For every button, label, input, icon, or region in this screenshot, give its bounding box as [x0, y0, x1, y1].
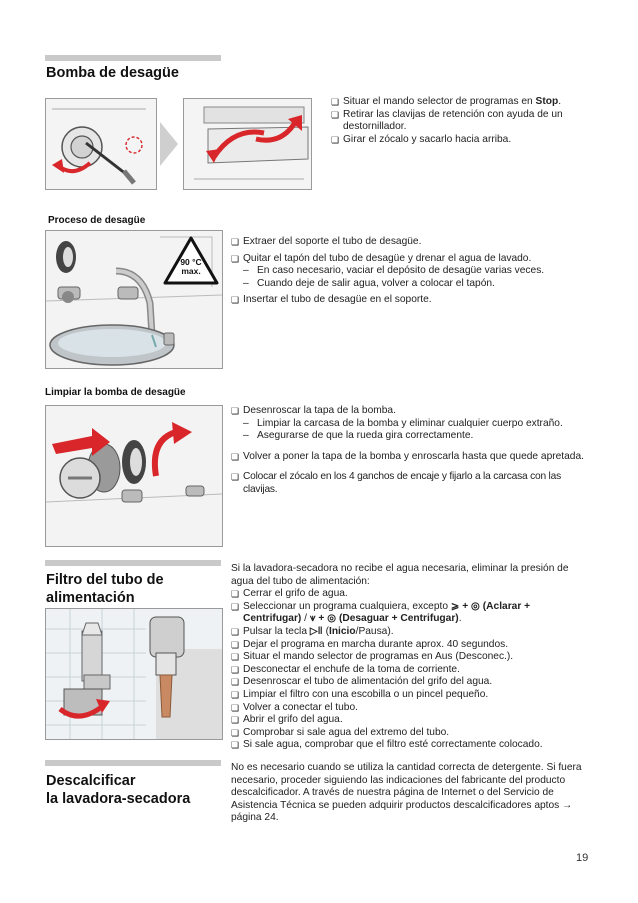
rinse-icon: ⩾ — [450, 600, 460, 612]
subsection-title-proceso: Proceso de desagüe — [48, 215, 146, 226]
section-divider — [45, 55, 221, 61]
list-item: ❏ Quitar el tapón del tubo de desagüe y drenar el agua de lavado. — [231, 253, 589, 266]
list-item: ❏ Si sale agua, comprobar que el filtro esté correctamente colocado. — [231, 739, 589, 752]
section-title-bomba: Bomba de desagüe — [46, 65, 179, 81]
drain-icon: ⩛ — [309, 613, 316, 625]
filtro-text — [231, 563, 589, 752]
illustration-pump-cap — [45, 405, 223, 547]
title-line: alimentación — [46, 590, 135, 606]
hot-water-warning-icon — [163, 236, 219, 286]
list-item: ❏ Girar el zócalo y sacarlo hacia arriba. — [331, 134, 589, 147]
section-divider — [45, 760, 221, 766]
list-item: ❏ Situar el mando selector de programas en Aus (Desconec.). — [231, 651, 589, 664]
list-subitem: – Limpiar la carcasa de la bomba y eliminar cualquier cuerpo extraño. — [231, 418, 589, 431]
title-line: Descalcificar — [46, 773, 136, 789]
list-item: ❏ Desconectar el enchufe de la toma de corriente. — [231, 664, 589, 677]
arrow-icon: → — [562, 799, 573, 811]
list-item: ❏ Extraer del soporte el tubo de desagüe. — [231, 236, 589, 249]
title-line: Filtro del tubo de — [46, 572, 164, 588]
spin-icon: ◎ — [471, 600, 480, 612]
section-title-filtro — [46, 571, 164, 607]
descalcificar-text: No es necesario cuando se utiliza la cantidad correcta de detergente. Si fuera necesario, proceder siguiendo las indicaciones del fabricante del producto descalcificador. A través de nuestra página de Internet o del Servicio de Asistencia Técnica se pueden adquirir productos descalcificadores aptos → página 24. — [231, 762, 582, 824]
start-pause-icon: ▷‖ — [309, 625, 323, 637]
subsection-title-limpiar: Limpiar la bomba de desagüe — [45, 387, 186, 398]
illustration-remove-plinth — [45, 98, 157, 190]
title-line: la lavadora-secadora — [46, 791, 191, 807]
warning-temp: 90 °C — [180, 257, 202, 267]
section-divider — [45, 560, 221, 566]
list-subitem: – Asegurarse de que la rueda gira correctamente. — [231, 430, 589, 443]
list-item: ❏ Volver a conectar el tubo. — [231, 702, 589, 715]
steps-limpiar — [231, 405, 589, 497]
list-item: ❏ Abrir el grifo del agua. — [231, 714, 589, 727]
list-item: ❏ Retirar las clavijas de retención con ayuda de un destornillador. — [331, 109, 589, 134]
page-number: 19 — [576, 852, 589, 864]
list-subitem: – Cuando deje de salir agua, volver a colocar el tapón. — [231, 278, 589, 291]
list-item: ❏ Volver a poner la tapa de la bomba y enroscarla hasta que quede apretada. — [231, 451, 589, 464]
list-item: ❏ Cerrar el grifo de agua. — [231, 588, 589, 601]
steps-proceso — [231, 236, 589, 307]
list-item: ❏ Pulsar la tecla ▷‖ (Inicio/Pausa). — [231, 626, 589, 639]
list-item: ❏ Desenroscar la tapa de la bomba. — [231, 405, 589, 418]
list-item: ❏ Desenroscar el tubo de alimentación del grifo del agua. — [231, 676, 589, 689]
list-item: ❏ Colocar el zócalo en los 4 ganchos de encaje y fijarlo a la carcasa con las clavijas. — [231, 471, 589, 496]
list-item: ❏ Dejar el programa en marcha durante aprox. 40 segundos. — [231, 639, 589, 652]
steps-bomba — [331, 96, 589, 146]
filtro-intro: Si la lavadora-secadora no recibe el agua necesaria, eliminar la presión de agua del tubo de alimentación: — [231, 563, 569, 587]
list-item: ❏ Limpiar el filtro con una escobilla o un pincel pequeño. — [231, 689, 589, 702]
chevron-right-icon — [160, 122, 180, 171]
warning-max: max. — [181, 266, 201, 276]
illustration-lift-plinth — [183, 98, 312, 190]
spin-icon: ◎ — [327, 613, 337, 625]
list-item: ❏ Insertar el tubo de desagüe en el soporte. — [231, 294, 589, 307]
list-subitem: – En caso necesario, vaciar el depósito de desagüe varias veces. — [231, 265, 589, 278]
section-title-descalcificar — [46, 772, 190, 808]
list-item: ❏ Situar el mando selector de programas en Stop. — [331, 96, 589, 109]
page-reference[interactable]: página 24. — [231, 812, 279, 824]
list-item: ❏ Comprobar si sale agua del extremo del tubo. — [231, 727, 589, 740]
illustration-inlet-filter — [45, 608, 223, 740]
list-item: ❏ Seleccionar un programa cualquiera, excepto ⩾ + ◎ (Aclarar + Centrifugar) / ⩛ + ◎ (Desaguar + Centrifugar). — [231, 601, 589, 626]
warning-label — [163, 258, 219, 276]
